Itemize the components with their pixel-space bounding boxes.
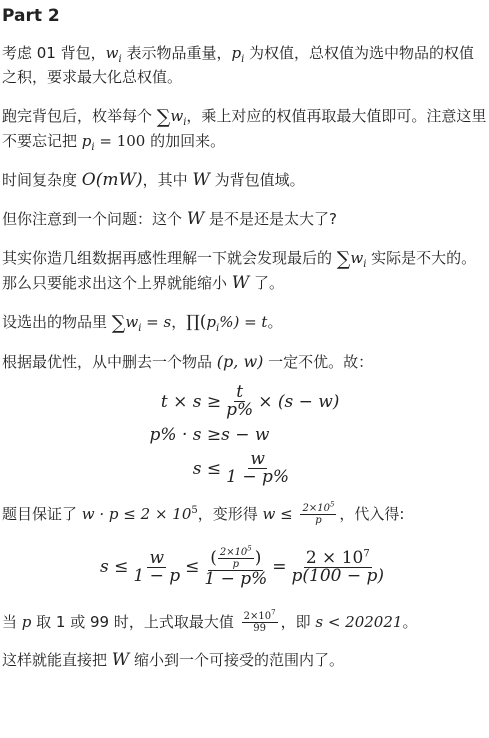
math-var: W bbox=[111, 650, 130, 670]
paragraph-problem bbox=[2, 41, 487, 89]
math-var: p bbox=[231, 44, 242, 62]
text: 跑完背包后，枚举每个 bbox=[2, 107, 157, 125]
text: 当 bbox=[2, 613, 22, 631]
section-heading: Part 2 bbox=[2, 6, 60, 26]
sum-symbol: ∑ bbox=[111, 312, 126, 334]
paragraph-insight bbox=[2, 246, 487, 295]
text: 取 1 或 99 时，上式取最大值 bbox=[31, 613, 239, 631]
text: 缩小到一个可接受的范围内了。 bbox=[129, 651, 345, 669]
fraction-den: p bbox=[232, 558, 239, 570]
paren-close: ) bbox=[254, 547, 262, 568]
fraction-den: 1 − p% bbox=[204, 568, 268, 589]
math-var: p bbox=[81, 132, 92, 150]
math-result: s < 202021 bbox=[315, 613, 403, 631]
eq-row3-rhs bbox=[221, 451, 339, 486]
fraction-num-text: 2×10 bbox=[219, 546, 248, 558]
sum-symbol: ∑ bbox=[156, 106, 171, 128]
math-var: W bbox=[231, 273, 250, 293]
math-var: w bbox=[125, 313, 139, 331]
math-sub: i bbox=[216, 323, 220, 334]
product-symbol: ∏( bbox=[186, 312, 207, 332]
fraction-den: p% bbox=[226, 400, 254, 420]
fraction-den: 1 − p% bbox=[226, 467, 290, 487]
fraction-num-exp: 5 bbox=[329, 500, 335, 509]
fraction-num: t bbox=[236, 382, 244, 402]
paragraph-constraint bbox=[2, 502, 487, 526]
text: ， bbox=[171, 313, 187, 331]
text: 了。 bbox=[249, 274, 285, 292]
text: 为背包值域。 bbox=[209, 171, 305, 189]
fraction-num-exp: 7 bbox=[271, 608, 276, 617]
text: 。 bbox=[267, 313, 283, 331]
eq-equals: = bbox=[272, 557, 287, 577]
paragraph-maximum bbox=[2, 610, 487, 634]
fraction-num bbox=[242, 608, 278, 623]
eq-le: ≤ bbox=[185, 557, 200, 577]
fraction-num-text: 2 × 10 bbox=[305, 547, 364, 568]
text: 设选出的物品里 bbox=[2, 313, 112, 331]
derivation-block bbox=[2, 384, 487, 486]
text: 这样就能直接把 bbox=[2, 651, 112, 669]
math-cond: w · p ≤ 2 × 10 bbox=[81, 505, 192, 523]
math-pair: (p, w) bbox=[216, 352, 264, 371]
fraction-num bbox=[304, 547, 372, 568]
fraction-num-exp: 5 bbox=[247, 544, 252, 553]
text: 。 bbox=[402, 613, 418, 631]
fraction-den: 99 bbox=[253, 623, 266, 634]
math-le: w ≤ bbox=[262, 505, 298, 523]
paragraph-solution bbox=[2, 104, 487, 153]
eq-row2-rhs: s − w bbox=[221, 425, 270, 445]
text: ，代入得: bbox=[339, 505, 405, 523]
eq-row2-lhs: p% · s ≥ bbox=[149, 425, 222, 445]
text: 实际是不大的。那么只要能求出这个上界就能缩小 bbox=[2, 249, 477, 292]
paragraph-question bbox=[2, 207, 487, 231]
paragraph-complexity bbox=[2, 168, 487, 192]
math-eq: = s bbox=[141, 313, 172, 331]
fraction-num-text: 2×10 bbox=[243, 611, 272, 622]
math-var: w bbox=[170, 107, 184, 125]
math-eq: = 100 bbox=[94, 132, 146, 150]
text: 根据最优性，从中删去一个物品 bbox=[2, 353, 217, 371]
fraction bbox=[131, 547, 182, 586]
math-eq: %) = t bbox=[219, 313, 268, 331]
eq-row1-rhs bbox=[221, 384, 339, 419]
eq-tail: × (s − w) bbox=[258, 391, 340, 412]
fraction-den: 1 − p bbox=[133, 565, 181, 586]
inline-fraction bbox=[242, 608, 278, 634]
text: ，乘上对应的权值再取最大值即可。注意这里不要忘记把 bbox=[2, 107, 487, 150]
math-sub: i bbox=[363, 259, 367, 270]
math-var: W bbox=[192, 170, 210, 190]
bound-equation bbox=[2, 538, 487, 596]
text: 考虑 01 背包， bbox=[2, 44, 106, 62]
math-var: w bbox=[105, 44, 119, 62]
math-sub: i bbox=[118, 54, 122, 65]
fraction-num: w bbox=[250, 449, 265, 469]
paragraph-optimality bbox=[2, 350, 487, 374]
fraction bbox=[224, 384, 255, 419]
math-exp: 5 bbox=[191, 505, 198, 516]
math-var: p bbox=[206, 313, 217, 331]
fraction-num-exp: 7 bbox=[363, 547, 370, 559]
fraction-den: p bbox=[315, 515, 322, 526]
sum-symbol: ∑ bbox=[336, 248, 351, 270]
inner-fraction bbox=[218, 544, 254, 570]
text: ，其中 bbox=[142, 171, 193, 189]
math-sub: i bbox=[241, 54, 245, 65]
text: 一定不优。故： bbox=[263, 353, 374, 371]
fraction-num bbox=[208, 544, 263, 571]
paragraph-definitions bbox=[2, 310, 487, 335]
math-sub: i bbox=[138, 323, 142, 334]
fraction-nested bbox=[202, 544, 269, 589]
fraction-num bbox=[218, 544, 254, 559]
fraction-num: w bbox=[149, 547, 164, 568]
text: ，即 bbox=[280, 613, 316, 631]
text: 是不是还是太大了? bbox=[204, 210, 337, 228]
text: 时间复杂度 bbox=[2, 171, 82, 189]
eq-row3-lhs: s ≤ bbox=[192, 458, 222, 479]
fraction bbox=[224, 451, 291, 486]
paragraph-conclusion bbox=[2, 648, 487, 672]
text: 为权值，总权值为选中物品的权值之积，要求最大化总权值。 bbox=[2, 44, 475, 86]
math-var: W bbox=[186, 209, 205, 229]
text: 表示物品重量， bbox=[121, 44, 232, 62]
fraction-num bbox=[300, 500, 336, 515]
text: 但你注意到一个问题：这个 bbox=[2, 210, 187, 228]
fraction-den: p(100 − p) bbox=[291, 565, 385, 586]
eq-row1-lhs: t × s ≥ bbox=[160, 391, 222, 412]
fraction bbox=[290, 547, 387, 586]
math-var: p bbox=[21, 613, 32, 631]
fraction-num-text: 2×10 bbox=[302, 503, 330, 514]
text: 题目保证了 bbox=[2, 505, 82, 523]
math-var: w bbox=[350, 249, 364, 267]
inline-fraction bbox=[300, 500, 336, 526]
text: ，变形得 bbox=[197, 505, 263, 523]
text: 其实你造几组数据再感性理解一下就会发现最后的 bbox=[2, 249, 337, 267]
math-complexity: O(mW) bbox=[81, 170, 143, 190]
math-sub: i bbox=[183, 117, 187, 128]
text: 的加回来。 bbox=[145, 132, 226, 150]
eq-s-le: s ≤ bbox=[99, 557, 129, 577]
math-sub: i bbox=[91, 142, 95, 153]
paren-open: ( bbox=[210, 547, 217, 568]
